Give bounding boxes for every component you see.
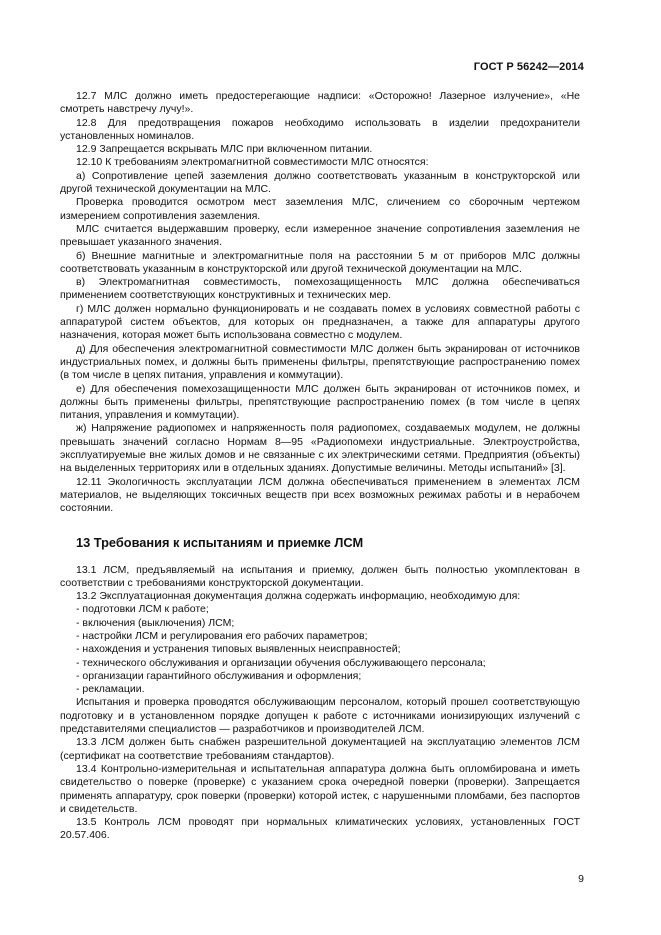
paragraph-12-10: 12.10 К требованиям электромагнитной совместимости МЛС относятся: bbox=[76, 156, 429, 169]
paragraph-13-1: 13.1 ЛСМ, предъявляемый на испытания и приемку, должен быть полностью укомплектован в соответствии с требованиями конструкторской документации. bbox=[60, 563, 580, 589]
paragraph-12-8: 12.8 Для предотвращения пожаров необходимо использовать в изделии предохранители установленных номиналов. bbox=[60, 116, 580, 142]
paragraph-13-2: 13.2 Эксплуатационная документация должна содержать информацию, необходимую для: bbox=[76, 590, 521, 603]
paragraph-12-7: 12.7 МЛС должно иметь предостерегающие надписи: «Осторожно! Лазерное излучение», «Не смотреть навстречу лучу!». bbox=[60, 90, 580, 116]
paragraph-testing-personnel: Испытания и проверка проводятся обслуживающим персоналом, который прошел соответствующую подготовку и в установленном порядке допущен к работе с источниками ионизирующих излучений с представителями специалистов — разработчиков и производителей ЛСМ. bbox=[60, 696, 580, 736]
paragraph-12-10-zh: ж) Напряжение радиопомех и напряженность поля радиопомех, создаваемых модулем, не должны превышать значений согласно Нормам 8—95 «Радиопомехи индустриальные. Электроустройства, эксплуатируемые вне жилых домов и не связанные с их электрическими сетями. Предприятия (объекты) на выделенных территориях или в отдельных зданиях. Допустимые величины. Методы испытаний» [3]. bbox=[60, 422, 580, 475]
list-item: - подготовки ЛСМ к работе; bbox=[76, 603, 209, 616]
section-13-heading: 13 Требования к испытаниям и приемке ЛСМ bbox=[76, 534, 364, 550]
paragraph-12-10-v: в) Электромагнитная совместимость, помехозащищенность МЛС должна обеспечиваться применением соответствующих конструктивных и технических мер. bbox=[60, 276, 580, 302]
paragraph-grounding-pass: МЛС считается выдержавшим проверку, если измеренное значение сопротивления заземления не превышает указанного значения. bbox=[60, 222, 580, 249]
list-item: - настройки ЛСМ и регулирования его рабочих параметров; bbox=[76, 629, 368, 642]
paragraph-12-11: 12.11 Экологичность эксплуатации ЛСМ должна обеспечиваться применением в элементах ЛСМ материалов, не выделяющих токсичных веществ при всех возможных режимах работы и в нерабочем состоянии. bbox=[60, 475, 580, 515]
paragraph-13-4: 13.4 Контрольно-измерительная и испытательная аппаратура должна быть опломбирована и иметь свидетельство о поверке (проверке) с указанием срока очередной поверки (проверки). Запрещается применять аппаратуру, срок поверки (проверки) которой истек, с нарушенными пломбами, без паспортов и свидетельств. bbox=[60, 762, 580, 815]
page-number: 9 bbox=[578, 873, 584, 885]
paragraph-12-10-a: а) Сопротивление цепей заземления должно соответствовать указанным в конструкторской или другой технической документации на МЛС. bbox=[60, 169, 580, 196]
list-item: - технического обслуживания и организации обучения обслуживающего персонала; bbox=[76, 656, 486, 669]
list-item: - организации гарантийного обслуживания и оформления; bbox=[76, 669, 362, 682]
paragraph-12-10-g: г) МЛС должен нормально функционировать и не создавать помех в условиях совместной работы с аппаратурой систем объектов, для которых он предназначен, а также для аппаратуры другого назначения, которая может быть использована совместно с модулем. bbox=[60, 302, 580, 342]
list-item: - рекламации. bbox=[76, 683, 145, 696]
list-item: - включения (выключения) ЛСМ; bbox=[76, 616, 235, 629]
document-body bbox=[60, 90, 580, 843]
paragraph-12-10-e: е) Для обеспечения помехозащищенности МЛС должен быть экранирован от источников помех, и должны быть применены фильтры, препятствующие распространению помех (в том числе в цепях питания, управления и коммутации). bbox=[60, 382, 580, 422]
list-item: - нахождения и устранения типовых выявленных неисправностей; bbox=[76, 643, 401, 656]
standard-code-header: ГОСТ Р 56242—2014 bbox=[473, 61, 584, 73]
paragraph-12-9: 12.9 Запрещается вскрывать МЛС при включенном питании. bbox=[76, 143, 373, 156]
paragraph-12-10-b: б) Внешние магнитные и электромагнитные поля на расстоянии 5 м от приборов МЛС должны соответствовать указанным в конструкторской или другой технической документации на МЛС. bbox=[60, 249, 580, 275]
paragraph-grounding-check: Проверка проводится осмотром мест заземления МЛС, сличением со сборочным чертежом измерением сопротивления заземления. bbox=[60, 196, 580, 222]
paragraph-13-5: 13.5 Контроль ЛСМ проводят при нормальных климатических условиях, установленных ГОСТ 20.57.406. bbox=[60, 816, 580, 842]
paragraph-12-10-d: д) Для обеспечения электромагнитной совместимости МЛС должен быть экранирован от источников индустриальных помех, и должны быть применены фильтры, препятствующие распространению помех (в том числе в цепях питания, управления и коммутации). bbox=[60, 342, 580, 382]
paragraph-13-3: 13.3 ЛСМ должен быть снабжен разрешительной документацией на эксплуатацию элементов ЛСМ (сертификат на соответствие требованиям стандартов). bbox=[60, 736, 580, 762]
